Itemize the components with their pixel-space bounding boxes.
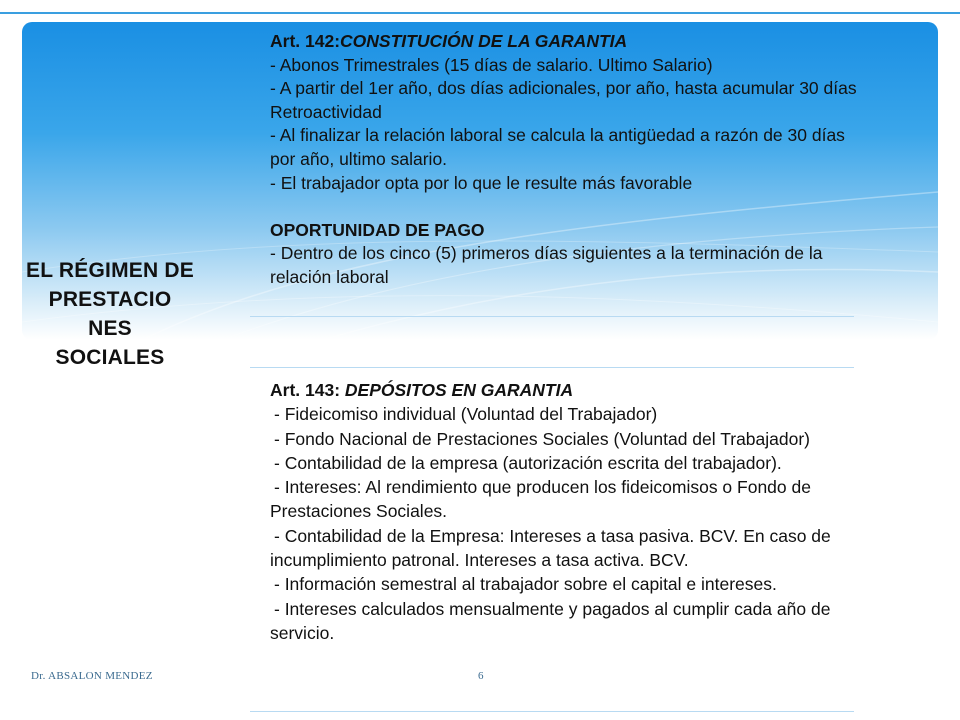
art143-number: Art. 143:	[270, 380, 341, 400]
art142-line: - Al finalizar la relación laboral se calcula la antigüedad a razón de 30 días	[270, 125, 845, 146]
top-rule	[0, 12, 960, 14]
art143-heading	[270, 378, 930, 402]
art142-line: - Abonos Trimestrales (15 días de salario. Ultimo Salario)	[270, 54, 713, 75]
art142-number: Art. 142:	[270, 31, 341, 51]
footer-author: Dr. ABSALON MENDEZ	[31, 670, 153, 682]
art143-line: - Fondo Nacional de Prestaciones Sociales (Voluntad del Trabajador)	[274, 428, 811, 449]
art143-line: Prestaciones Sociales.	[270, 501, 448, 522]
payment-line: relación laboral	[270, 266, 389, 287]
section-art143	[270, 378, 930, 645]
slide-title-line: EL RÉGIMEN DE	[26, 259, 194, 282]
art143-title: DEPÓSITOS EN GARANTIA	[344, 380, 574, 400]
art142-heading	[270, 30, 940, 54]
art142-line: - A partir del 1er año, dos días adicionales, por año, hasta acumular 30 días	[270, 78, 857, 99]
art143-line: servicio.	[270, 622, 335, 643]
art143-line: - Información semestral al trabajador sobre el capital e intereses.	[274, 574, 777, 595]
art143-line: incumplimiento patronal. Intereses a tasa activa. BCV.	[270, 550, 689, 571]
slide-title-line: NES	[88, 317, 132, 340]
art142-line: - El trabajador opta por lo que le resulte más favorable	[270, 172, 693, 193]
divider	[250, 367, 854, 368]
art143-line: - Intereses: Al rendimiento que producen los fideicomisos o Fondo de	[274, 477, 811, 498]
slide-title-line: SOCIALES	[55, 346, 165, 369]
divider	[250, 711, 854, 712]
art143-line: - Fideicomiso individual (Voluntad del Trabajador)	[274, 404, 658, 425]
art143-line: - Intereses calculados mensualmente y pagados al cumplir cada año de	[274, 598, 831, 619]
divider	[250, 316, 854, 317]
art142-line: por año, ultimo salario.	[270, 148, 448, 169]
page-number: 6	[478, 670, 484, 682]
art142-title: CONSTITUCIÓN DE LA GARANTIA	[340, 31, 628, 51]
art143-line: - Contabilidad de la Empresa: Intereses a tasa pasiva. BCV. En caso de	[274, 525, 831, 546]
art142-line: Retroactividad	[270, 101, 382, 122]
payment-line: - Dentro de los cinco (5) primeros días siguientes a la terminación de la	[270, 243, 823, 264]
section-art142	[270, 30, 940, 290]
payment-heading: OPORTUNIDAD DE PAGO	[270, 219, 485, 240]
art143-line: - Contabilidad de la empresa (autorización escrita del trabajador).	[274, 452, 782, 473]
slide-title-line: PRESTACIO	[48, 288, 172, 311]
slide-title	[20, 256, 200, 372]
